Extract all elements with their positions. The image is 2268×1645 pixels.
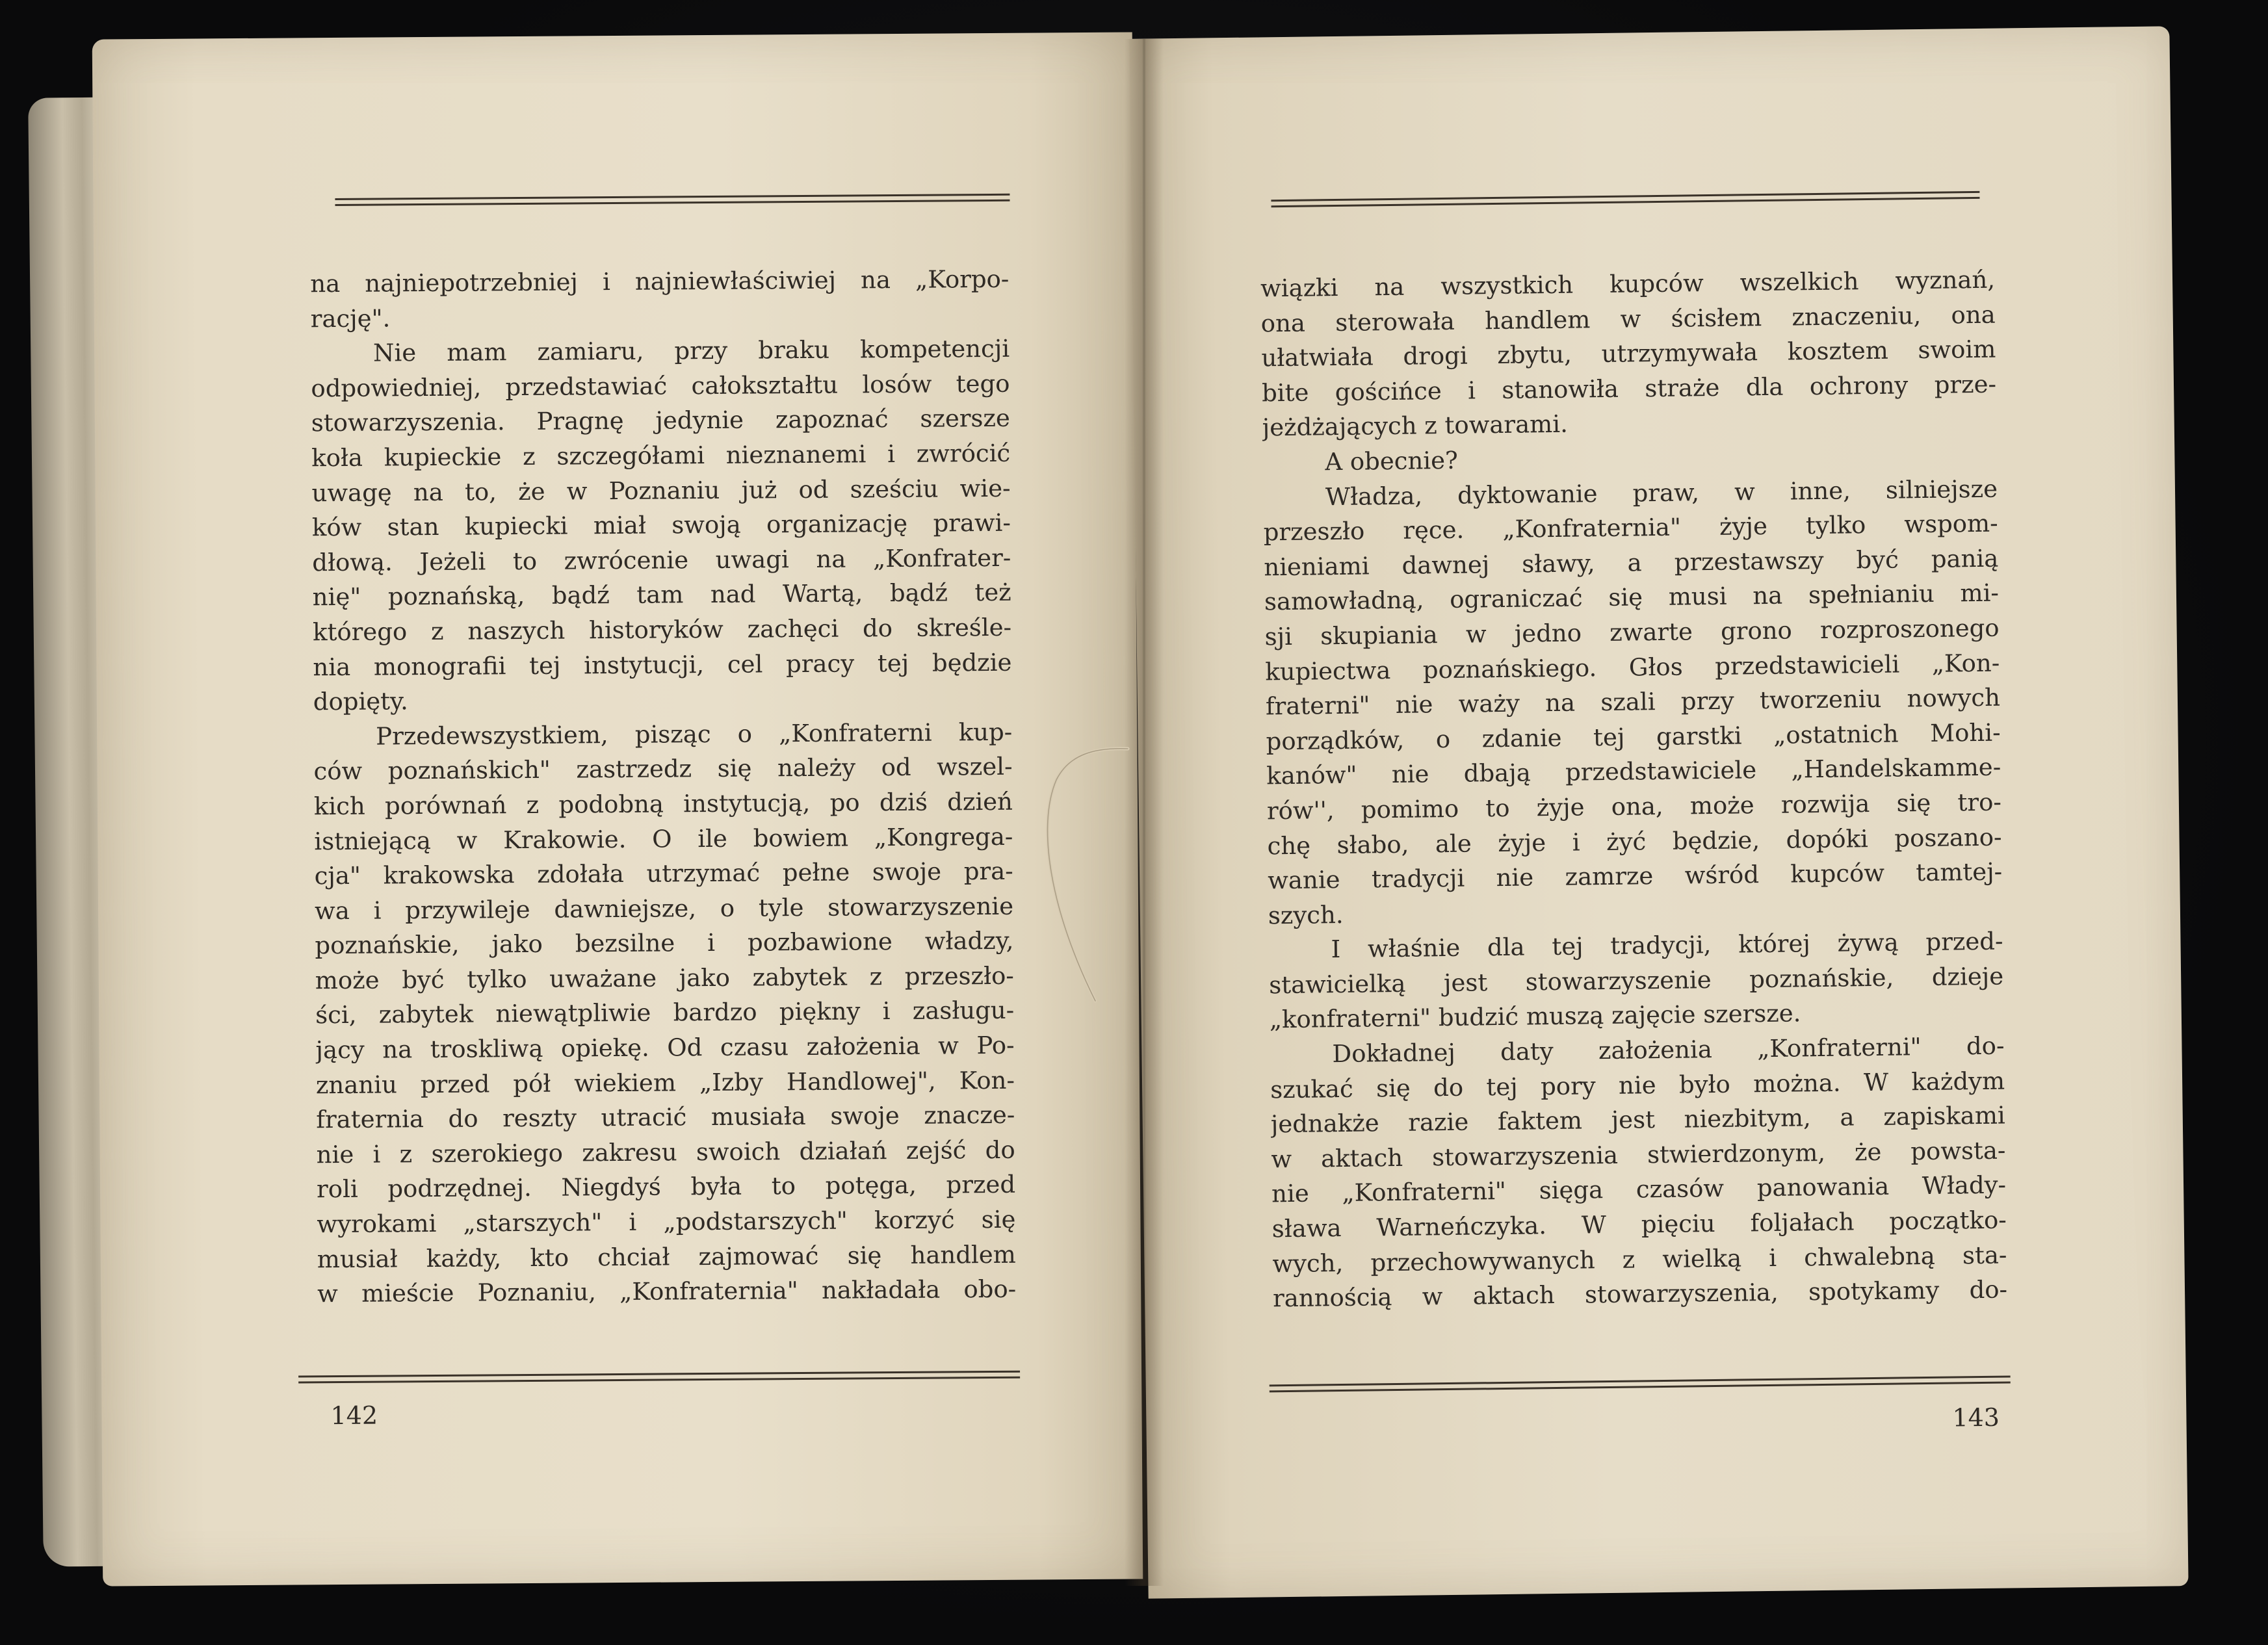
text-line: Przedewszystkiem, pisząc o „Konfraterni kup- bbox=[376, 718, 1013, 751]
text-line: bite gościńce i stanowiła straże dla ochrony prze- bbox=[1261, 370, 1997, 408]
text-line: nie i z szerokiego zakresu swoich działań zejść do bbox=[316, 1135, 1015, 1169]
text-line: ułatwiała drogi zbytu, utrzymywała kosztem swoim bbox=[1261, 335, 1996, 372]
text-line: wanie tradycji nie zamrze wśród kupców tamtej- bbox=[1267, 857, 2003, 895]
text-line: Władza, dyktowanie praw, w inne, silniejsze bbox=[1325, 474, 1998, 511]
text-line: kich porównań z podobną instytucją, po dziś dzień bbox=[313, 787, 1013, 821]
text-line: wych, przechowywanych z wielką i chwalebną sta- bbox=[1272, 1241, 2007, 1278]
text-line: koła kupieckie z szczegółami nieznanemi i zwrócić bbox=[311, 439, 1011, 473]
left-top-rule bbox=[335, 194, 1010, 206]
text-line: w mieście Poznaniu, „Konfraternia" nakładała obo- bbox=[317, 1275, 1017, 1308]
text-line: w aktach stowarzyszenia stwierdzonym, że powsta- bbox=[1271, 1136, 2006, 1174]
text-line: jący na troskliwą opiekę. Od czasu założenia w Po- bbox=[315, 1031, 1015, 1065]
text-line: wyrokami „starszych" i „podstarszych" korzyć się bbox=[317, 1205, 1016, 1239]
text-line: ści, zabytek niewątpliwie bardzo piękny i zasługu- bbox=[315, 996, 1015, 1030]
text-line: ona sterowała handlem w ścisłem znaczeniu, ona bbox=[1260, 300, 1996, 338]
left-bottom-rule bbox=[298, 1371, 1020, 1384]
text-line: dłową. Jeżeli to zwrócenie uwagi na „Konfrater- bbox=[312, 543, 1011, 577]
text-line: Nie mam zamiaru, przy braku kompetencji bbox=[372, 334, 1010, 367]
text-line: którego z naszych historyków zachęci do skreśle- bbox=[312, 613, 1012, 647]
right-bottom-rule bbox=[1270, 1375, 2011, 1392]
text-line: szukać się do tej pory nie było można. W każdym bbox=[1270, 1067, 2005, 1104]
text-line: odpowiedniej, przedstawiać całokształtu losów tego bbox=[311, 369, 1010, 403]
left-page-number: 142 bbox=[330, 1401, 378, 1431]
text-line: nie „Konfraterni" sięga czasów panowania Włady- bbox=[1271, 1171, 2007, 1208]
text-line: jednakże razie faktem jest niezbitym, a zapiskami bbox=[1270, 1101, 2005, 1139]
text-line: wa i przywileje dawniejsze, o tyle stowarzyszenie bbox=[314, 892, 1014, 925]
left-page-text bbox=[310, 262, 1016, 1312]
text-line: I właśnie dla tej tradycji, której żywą przed- bbox=[1331, 927, 2003, 964]
right-top-rule bbox=[1271, 191, 1979, 207]
text-line: na najniepotrzebniej i najniewłaściwiej na „Korpo- bbox=[310, 265, 1010, 298]
left-page bbox=[92, 32, 1143, 1586]
text-line: nieniami dawnej sławy, a przestawszy być panią bbox=[1264, 544, 1999, 582]
right-page-number: 143 bbox=[1952, 1403, 2000, 1432]
text-line: ców poznańskich" zastrzedz się należy od wszel- bbox=[313, 753, 1013, 786]
text-line: porządków, o zdanie tej garstki „ostatnich Mohi- bbox=[1266, 718, 2001, 756]
text-line: rację". bbox=[310, 304, 391, 333]
text-line: „konfraterni" budzić muszą zajęcie szersze. bbox=[1269, 999, 1801, 1034]
text-line: samowładną, ograniczać się musi na spełnianiu mi- bbox=[1264, 578, 2000, 616]
text-line: rannością w aktach stowarzyszenia, spotykamy do- bbox=[1272, 1275, 2008, 1313]
text-line: istniejącą w Krakowie. O ile bowiem „Kongrega- bbox=[314, 822, 1013, 855]
text-line: stowarzyszenia. Pragnę jedynie zapoznać szersze bbox=[311, 404, 1010, 437]
text-line: kupiectwa poznańskiego. Głos przedstawicieli „Kon- bbox=[1265, 649, 2000, 686]
text-line: rów'', pomimo to żyje ona, może rozwija się tro- bbox=[1266, 788, 2002, 825]
text-line: przeszło ręce. „Konfraternia" żyje tylko wspom- bbox=[1263, 509, 1998, 547]
text-line: stawicielką jest stowarzyszenie poznańskie, dzieje bbox=[1268, 962, 2004, 1000]
right-page bbox=[1129, 26, 2188, 1598]
text-line: jeżdżających z towarami. bbox=[1262, 410, 1569, 442]
text-line: roli podrzędnej. Niegdyś była to potęga, przed bbox=[316, 1171, 1016, 1204]
text-line: cja" krakowska zdołała utrzymać pełne swoje pra- bbox=[314, 857, 1013, 890]
text-line: wiązki na wszystkich kupców wszelkich wyznań, bbox=[1260, 265, 1996, 303]
text-line: nię" poznańską, bądź tam nad Wartą, bądź też bbox=[312, 578, 1011, 612]
text-line: poznańskie, jako bezsilne i pozbawione władzy, bbox=[315, 927, 1014, 960]
text-line: kanów" nie dbają przedstawiciele „Handelskamme- bbox=[1266, 753, 2001, 790]
text-line: Dokładnej daty założenia „Konfraterni" do- bbox=[1332, 1031, 2005, 1069]
text-line: sława Warneńczyka. W pięciu foljałach początko- bbox=[1271, 1206, 2007, 1243]
text-line: musiał każdy, kto chciał zajmować się handlem bbox=[317, 1240, 1016, 1273]
text-line: chę słabo, ale żyje i żyć będzie, dopóki poszano- bbox=[1267, 823, 2002, 860]
text-line: sji skupiania w jedno zwarte grono rozproszonego bbox=[1264, 614, 2000, 651]
text-line: fraternia do reszty utracić musiała swoje znacze- bbox=[316, 1100, 1015, 1134]
right-page-text bbox=[1260, 263, 2008, 1316]
text-line: dopięty. bbox=[313, 687, 408, 716]
binding-thread bbox=[1017, 741, 1147, 1014]
text-line: fraterni" nie waży na szali przy tworzeniu nowych bbox=[1265, 683, 2001, 721]
text-line: może być tylko uważane jako zabytek z przeszło- bbox=[315, 961, 1014, 995]
text-line: szych. bbox=[1268, 900, 1344, 930]
text-line: ków stan kupiecki miał swoją organizację prawi- bbox=[311, 508, 1011, 542]
text-line: uwagę na to, że w Poznaniu już od sześciu wie- bbox=[311, 474, 1011, 507]
text-line: znaniu przed pół wiekiem „Izby Handlowej", Kon- bbox=[315, 1066, 1015, 1099]
text-line: A obecnie? bbox=[1325, 446, 1459, 476]
text-line: nia monografii tej instytucji, cel pracy tej będzie bbox=[313, 648, 1012, 681]
